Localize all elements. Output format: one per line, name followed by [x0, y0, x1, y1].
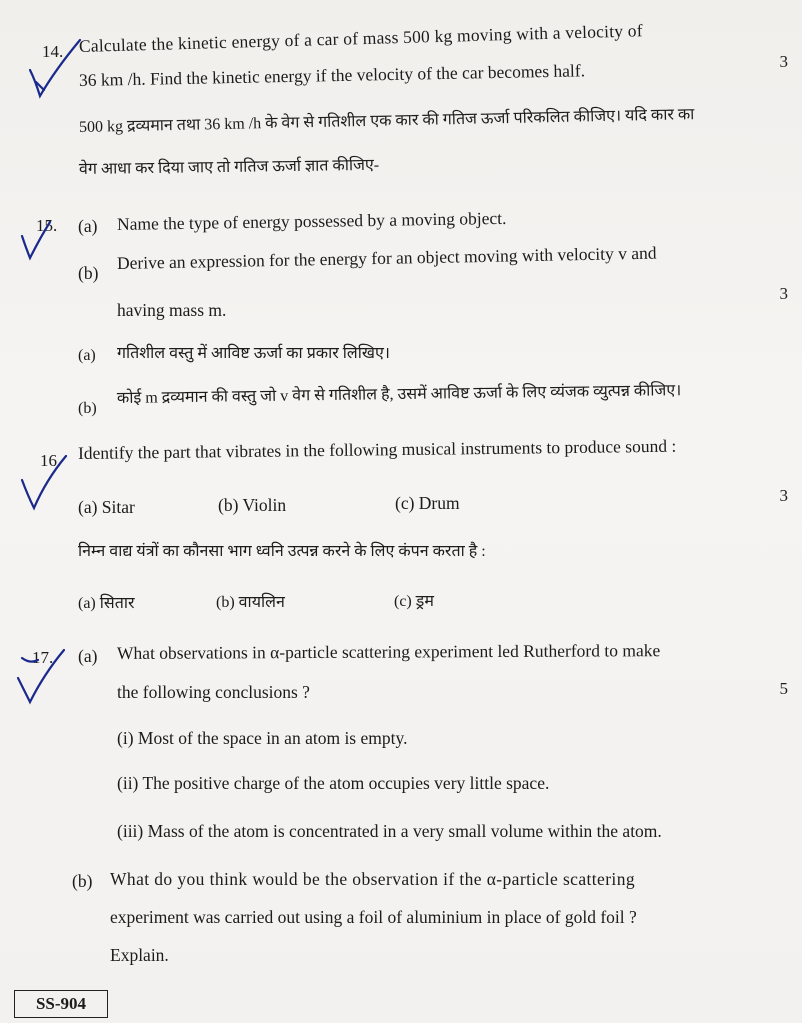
q15-marks: 3 — [779, 284, 788, 303]
q17-marks: 5 — [779, 679, 788, 698]
q14-number: 14. — [42, 42, 64, 61]
q14-text-en-2: 36 km /h. Find the kinetic energy if the velocity of the car becomes half. — [78, 60, 586, 90]
q17-point-i: (i) Most of the space in an atom is empty. — [117, 728, 408, 748]
q14-text-en-1: Calculate the kinetic energy of a car of mass 500 kg moving with a velocity of — [78, 20, 643, 56]
q17-point-ii: (ii) The positive charge of the atom occupies very little space. — [117, 773, 550, 793]
q17-b-text-2: experiment was carried out using a foil of aluminium in place of gold foil ? — [110, 907, 637, 927]
q15-hi-b-label: (b) — [78, 400, 97, 417]
q17-a-text-2: the following conclusions ? — [117, 682, 310, 702]
q17-a-text-1: What observations in α-particle scattering experiment led Rutherford to make — [116, 640, 661, 663]
q15-b-text-1: Derive an expression for the energy for an object moving with velocity v and — [116, 242, 657, 273]
q16-hi-option-a: (a) सितार — [78, 595, 135, 612]
q16-hi-option-b: (b) वायलिन — [216, 594, 285, 611]
q16-option-a: (a) Sitar — [78, 497, 135, 517]
q16-marks: 3 — [779, 486, 788, 505]
q15-hi-a-label: (a) — [78, 347, 96, 364]
q14-text-hi-1: 500 kg द्रव्यमान तथा 36 km /h के वेग से गतिशील एक कार की गतिज ऊर्जा परिकलित कीजिए। यदि कार का — [78, 106, 695, 136]
pen-tick-q15 — [22, 222, 50, 258]
pen-tick-q16 — [22, 456, 66, 508]
paper-code: SS-904 — [35, 994, 87, 1013]
q17-b-text-1: What do you think would be the observation if the α-particle scattering — [110, 869, 635, 889]
q16-number: 16. — [40, 451, 62, 470]
pen-tick-q17 — [18, 650, 64, 702]
q16-text-en: Identify the part that vibrates in the following musical instruments to produce sound : — [77, 435, 677, 463]
q14-marks: 3 — [779, 52, 788, 71]
q16-text-hi: निम्न वाद्य यंत्रों का कौनसा भाग ध्वनि उत्पन्न करने के लिए कंपन करता है : — [78, 543, 486, 560]
q15-number: 15. — [36, 216, 58, 235]
q14-text-hi-2: वेग आधा कर दिया जाए तो गतिज ऊर्जा ज्ञात कीजिए- — [78, 156, 380, 178]
q15-hi-a-text: गतिशील वस्तु में आविष्ट ऊर्जा का प्रकार लिखिए। — [117, 345, 390, 362]
pen-scribble-q17 — [22, 658, 38, 662]
q17-a-label: (a) — [78, 646, 98, 666]
q17-b-label: (b) — [72, 871, 93, 891]
q15-a-text: Name the type of energy possessed by a moving object. — [116, 207, 507, 234]
q17-b-text-3: Explain. — [110, 945, 169, 965]
q17-point-iii: (iii) Mass of the atom is concentrated in a very small volume within the atom. — [117, 821, 662, 841]
pen-tick-q14 — [30, 40, 80, 96]
q15-b-text-2: having mass m. — [117, 300, 227, 320]
q16-option-c: (c) Drum — [395, 493, 460, 513]
q16-hi-option-c: (c) ड्रम — [394, 593, 434, 610]
q15-a-label: (a) — [78, 216, 98, 236]
q17-number: 17. — [32, 648, 54, 667]
q15-b-label: (b) — [78, 263, 99, 283]
q15-hi-b-text: कोई m द्रव्यमान की वस्तु जो v वेग से गतिशील है, उसमें आविष्ट ऊर्जा के लिए व्यंजक व्युत्पन्न कीजिए। — [116, 382, 682, 407]
q16-option-b: (b) Violin — [218, 495, 287, 515]
